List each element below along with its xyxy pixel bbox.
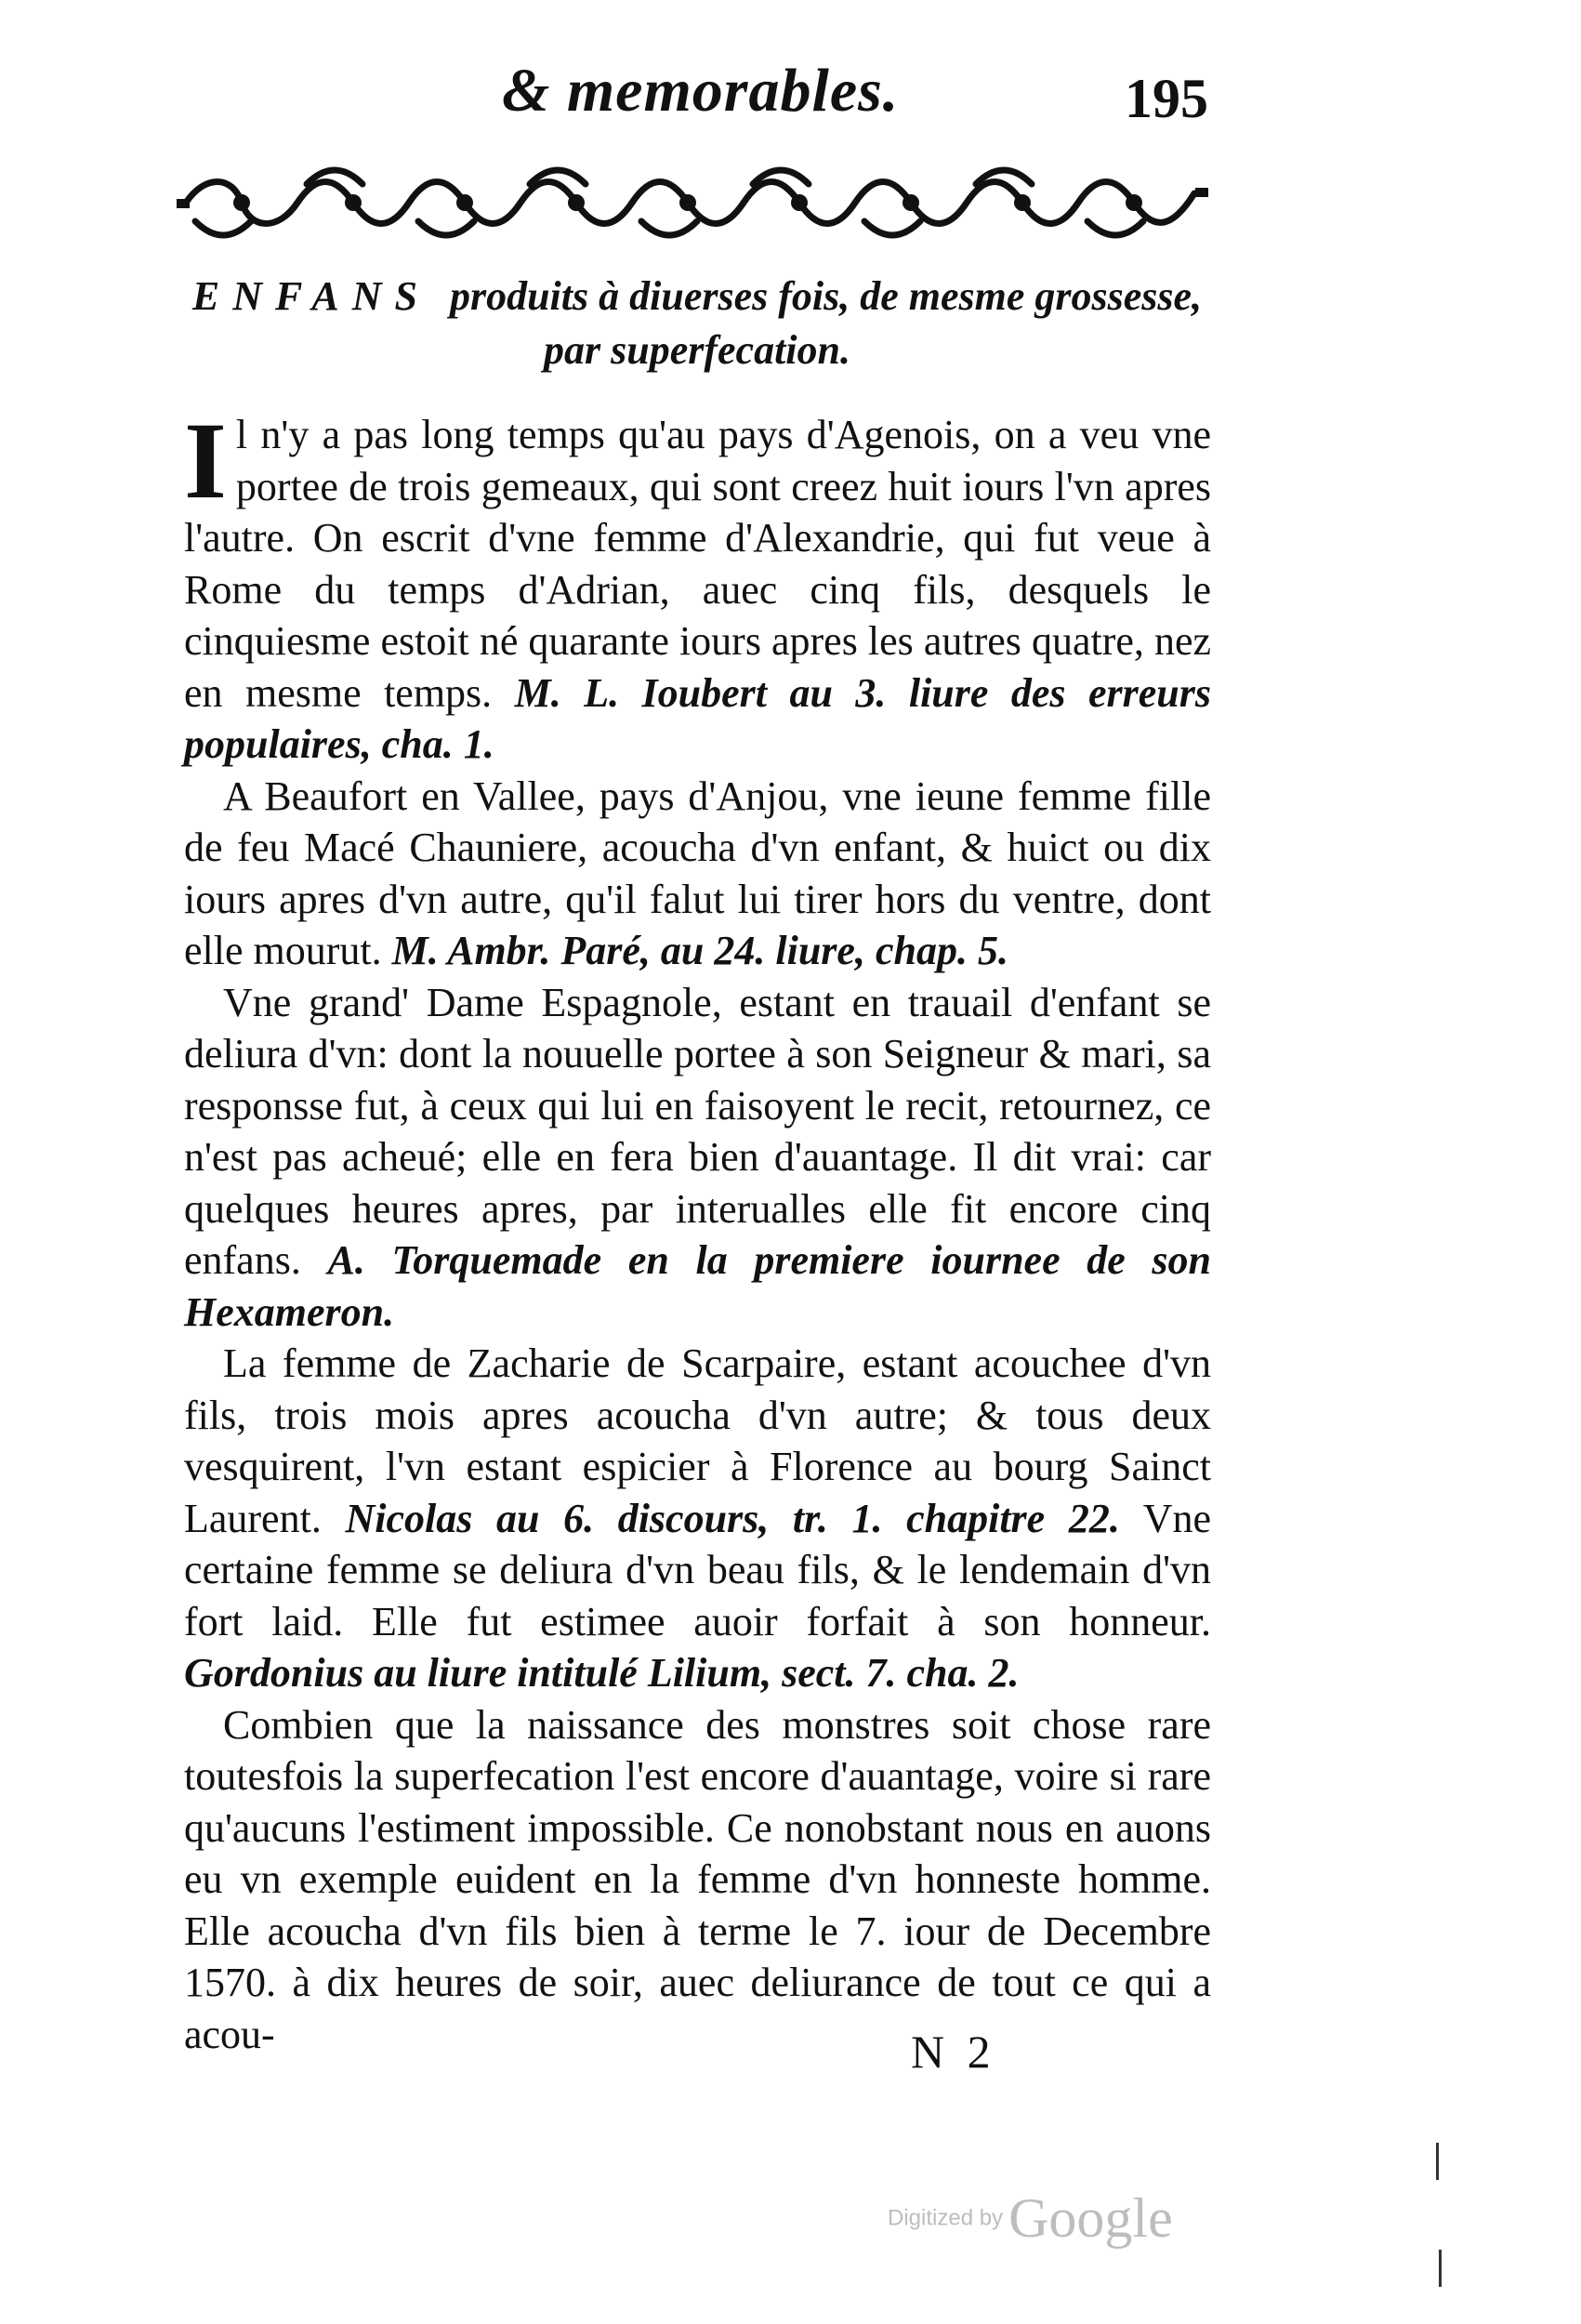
paragraph-text: l n'y a pas long temps qu'au pays d'Agenois, on a veu vne portee de trois gemeaux, qui sont creez huit iours l'vn apres l'autre. On escrit d'vne femme d'Alexandrie, qui fut veue à Rome du temps d'Adrian, auec cinq fils, desquels le cinquiesme estoit né quarante iours apres les autres quatre, nez en mesme temps. [184, 412, 1211, 716]
scan-edge-mark [1436, 2143, 1439, 2180]
paragraph-1 [184, 400, 1212, 771]
ornament-band [177, 165, 1208, 245]
paragraph-4 [184, 1338, 1211, 1699]
paragraph-text: La femme de Zacharie de Scarpaire, estant acouchee d'vn fils, trois mois apres acoucha d'vn autre; & tous deux vesquirent, l'vn estant espicier à Florence au bourg Sainct Laurent. [184, 1340, 1211, 1541]
chapter-title-caps: ENFANS [191, 273, 430, 319]
chapter-title-rest: produits à diuerses fois, de mesme grossesse, par superfecation. [449, 273, 1203, 373]
citation: M. Ambr. Paré, au 24. liure, chap. 5. [391, 928, 1008, 973]
paragraph-2 [184, 771, 1211, 977]
chapter-title [191, 270, 1204, 377]
paragraph-text-continued: Vne certaine femme se deliura d'vn beau fils, & le lendemain d'vn fort laid. Elle fut estimee auoir forfait à son honneur. [184, 1495, 1211, 1644]
citation: Nicolas au 6. discours, tr. 1. chapitre 22. [345, 1495, 1120, 1541]
digitized-watermark [888, 2186, 1173, 2251]
drop-cap: I [184, 400, 227, 522]
paragraph-5 [184, 1699, 1211, 2061]
paragraph-3 [184, 977, 1211, 1339]
signature-mark: N 2 [911, 2026, 996, 2078]
paragraph-text: A Beaufort en Vallee, pays d'Anjou, vne ieune femme fille de feu Macé Chauniere, acoucha d'vn enfant, & huict ou dix iours apres d'vn autre, qu'il falut lui tirer hors du ventre, dont elle mourut. [184, 772, 1211, 973]
running-title: & memorables. [502, 57, 900, 125]
citation: A. Torquemade en la premiere iournee de son Hexameron. [184, 1237, 1211, 1335]
paragraph-text: Vne grand' Dame Espagnole, estant en trauail d'enfant se deliura d'vn: dont la nouuelle portee à son Seigneur & mari, sa responsse fut, à ceux qui lui en faisoyent le recit, retournez, ce n'est pas acheué; elle en fera bien d'auantage. Il dit vrai: car quelques heures apres, par interualles elle fit encore cinq enfans. [184, 979, 1211, 1283]
citation: M. L. Ioubert au 3. liure des erreurs populaires, cha. 1. [184, 669, 1212, 767]
page-number: 195 [1125, 68, 1208, 129]
watermark-prefix: Digitized by [888, 2205, 1004, 2231]
scan-edge-mark [1439, 2250, 1442, 2287]
citation: Gordonius au liure intitulé Lilium, sect. 7. cha. 2. [184, 1650, 1020, 1696]
body-text [184, 400, 1212, 2060]
paragraph-text: Combien que la naissance des monstres soit chose rare toutesfois la superfecation l'est encore d'auantage, voire si rare qu'aucuns l'estiment impossible. Ce nonobstant nous en auons eu vn exemple euident en la femme d'vn honneste homme. Elle acoucha d'vn fils bien à terme le 7. iour de Decembre 1570. à dix heures de soir, auec deliurance de tout ce qui a acou- [184, 1701, 1211, 2057]
google-logo: Google [1008, 2187, 1173, 2249]
